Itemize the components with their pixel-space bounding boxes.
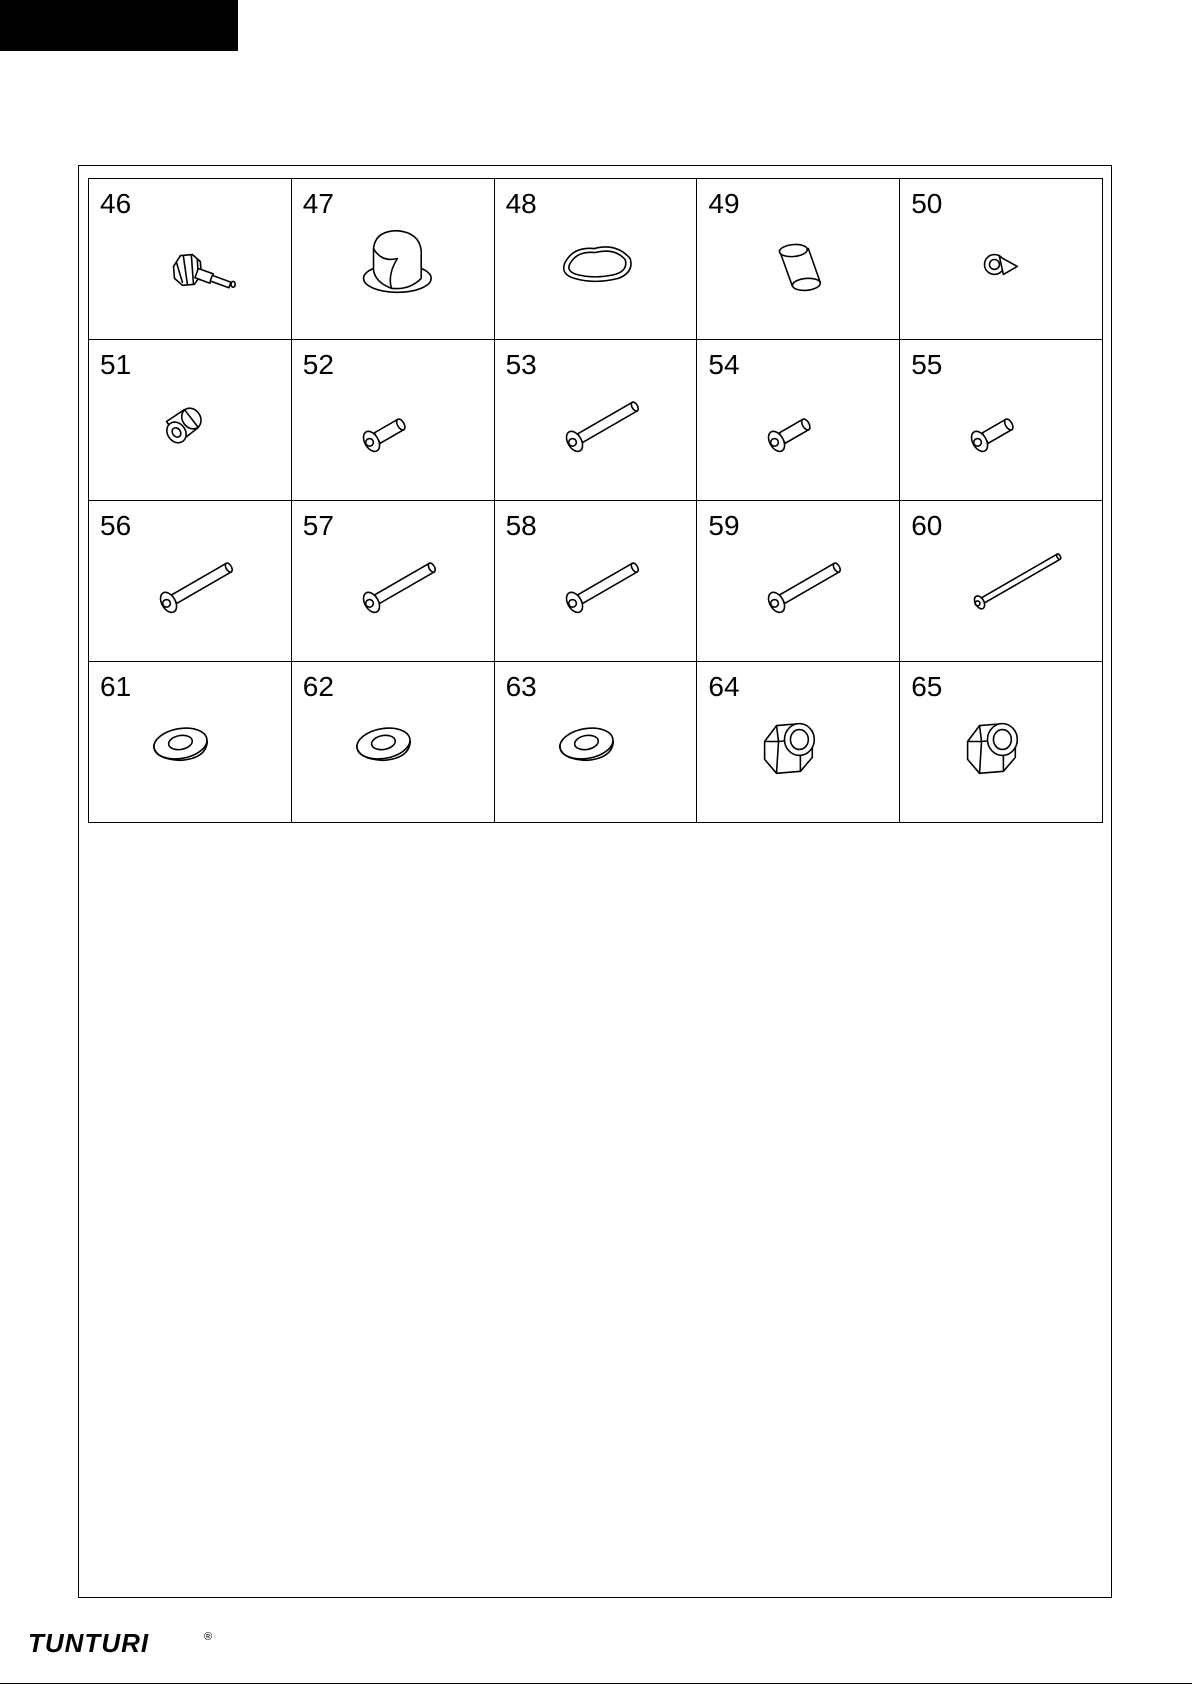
brand-wordmark: TUNTURI (28, 1628, 150, 1658)
short-bolt-icon (292, 340, 494, 500)
thin-long-bolt-icon (900, 501, 1102, 661)
part-number: 50 (911, 188, 943, 219)
part-number: 48 (505, 188, 537, 219)
part-number: 46 (100, 188, 132, 219)
part-cell (697, 501, 900, 662)
knob-icon (89, 179, 291, 339)
registered-mark: ® (204, 1631, 213, 1643)
part-cell (495, 340, 698, 501)
part-cell (900, 340, 1103, 501)
part-cell (292, 501, 495, 662)
part-number: 63 (505, 671, 537, 702)
brand-logo (28, 1628, 218, 1658)
part-cell (697, 340, 900, 501)
part-cell (697, 662, 900, 823)
tunturi-logo-icon (28, 1628, 218, 1658)
bushing-icon (697, 179, 899, 339)
part-number: 54 (708, 349, 740, 380)
part-number: 60 (911, 510, 943, 541)
bottom-rule (0, 1683, 1192, 1684)
long-bolt-icon (495, 340, 697, 500)
part-cell (495, 179, 698, 340)
plug-icon (900, 179, 1102, 339)
spacer-icon (89, 340, 291, 500)
lock-nut-icon (900, 662, 1102, 822)
long-bolt-icon (89, 501, 291, 661)
part-number: 64 (708, 671, 740, 702)
part-cell (495, 501, 698, 662)
end-cap-icon (292, 179, 494, 339)
part-cell (697, 179, 900, 340)
long-bolt-icon (697, 501, 899, 661)
part-number: 59 (708, 510, 740, 541)
part-number: 49 (708, 188, 740, 219)
part-cell (89, 662, 292, 823)
part-number: 65 (911, 671, 943, 702)
part-cell (89, 340, 292, 501)
part-number: 58 (505, 510, 537, 541)
part-cell (89, 179, 292, 340)
part-cell (292, 340, 495, 501)
part-cell (292, 662, 495, 823)
part-cell (89, 501, 292, 662)
part-number: 52 (302, 349, 334, 380)
part-cell (495, 662, 698, 823)
part-number: 47 (302, 188, 334, 219)
part-number: 53 (505, 349, 537, 380)
page-corner-tab (0, 0, 238, 51)
part-number: 57 (302, 510, 334, 541)
short-bolt-icon (697, 340, 899, 500)
long-bolt-icon (292, 501, 494, 661)
long-bolt-icon (495, 501, 697, 661)
washer-icon (495, 662, 697, 822)
short-bolt-icon (900, 340, 1102, 500)
lock-nut-icon (697, 662, 899, 822)
oval-ring-icon (495, 179, 697, 339)
part-cell (292, 179, 495, 340)
part-number: 61 (100, 671, 132, 702)
part-number: 51 (100, 349, 132, 380)
washer-icon (292, 662, 494, 822)
part-number: 55 (911, 349, 943, 380)
washer-icon (89, 662, 291, 822)
part-number: 62 (302, 671, 334, 702)
part-cell (900, 662, 1103, 823)
part-number: 56 (100, 510, 132, 541)
part-cell (900, 501, 1103, 662)
part-cell (900, 179, 1103, 340)
parts-grid (88, 178, 1103, 823)
